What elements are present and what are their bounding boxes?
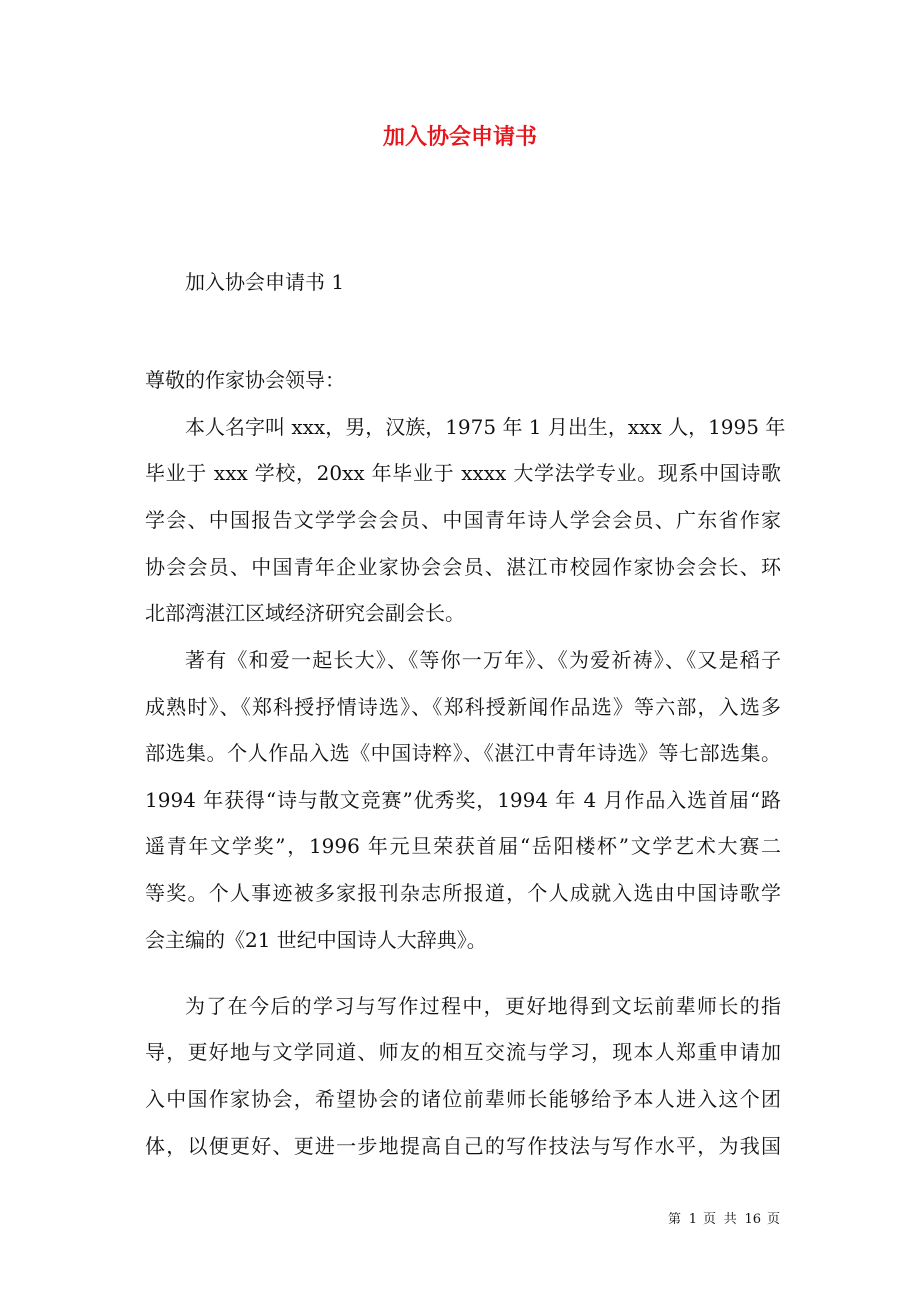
text-line: 入中国作家协会，希望协会的诸位前辈师长能够给予本人进入这个团 xyxy=(145,1087,781,1111)
text-line: 导，更好地与文学同道、师友的相互交流与学习，现本人郑重申请加 xyxy=(145,1040,781,1064)
text-line: 遥青年文学奖”，1996 年元旦荣获首届“岳阳楼杯”文学艺术大赛二 xyxy=(145,834,781,858)
text-line: 著有《和爱一起长大》、《等你一万年》、《为爱祈祷》、《又是稻子 xyxy=(185,648,781,672)
text-line: 协会会员、中国青年企业家协会会员、湛江市校园作家协会会长、环 xyxy=(145,555,781,579)
text-line: 本人名字叫 xxx，男，汉族，1975 年 1 月出生，xxx 人，1995 年 xyxy=(185,415,786,439)
text-line: 等奖。个人事迹被多家报刊杂志所报道，个人成就入选由中国诗歌学 xyxy=(145,881,781,905)
text-line: 部选集。个人作品入选《中国诗粹》、《湛江中青年诗选》等七部选集。 xyxy=(145,741,781,765)
text-line: 毕业于 xxx 学校，20xx 年毕业于 xxxx 大学法学专业。现系中国诗歌 xyxy=(145,461,781,485)
page-number: 第 1 页 共 16 页 xyxy=(668,1212,780,1227)
document-title: 加入协会申请书 xyxy=(382,124,537,150)
text-line: 为了在今后的学习与写作过程中，更好地得到文坛前辈师长的指 xyxy=(185,994,781,1018)
text-line: 会主编的《21 世纪中国诗人大辞典》。 xyxy=(145,928,487,952)
text-line: 1994 年获得“诗与散文竞赛”优秀奖，1994 年 4 月作品入选首届“路 xyxy=(145,788,781,812)
text-line: 体，以便更好、更进一步地提高自己的写作技法与写作水平，为我国 xyxy=(145,1134,781,1158)
salutation: 尊敬的作家协会领导： xyxy=(145,368,345,392)
text-line: 学会、中国报告文学学会会员、中国青年诗人学会会员、广东省作家 xyxy=(145,508,781,532)
text-line: 北部湾湛江区域经济研究会副会长。 xyxy=(145,601,465,625)
text-line: 成熟时》、《郑科授抒情诗选》、《郑科授新闻作品选》等六部，入选多 xyxy=(145,695,781,719)
section-heading: 加入协会申请书 1 xyxy=(185,270,345,294)
